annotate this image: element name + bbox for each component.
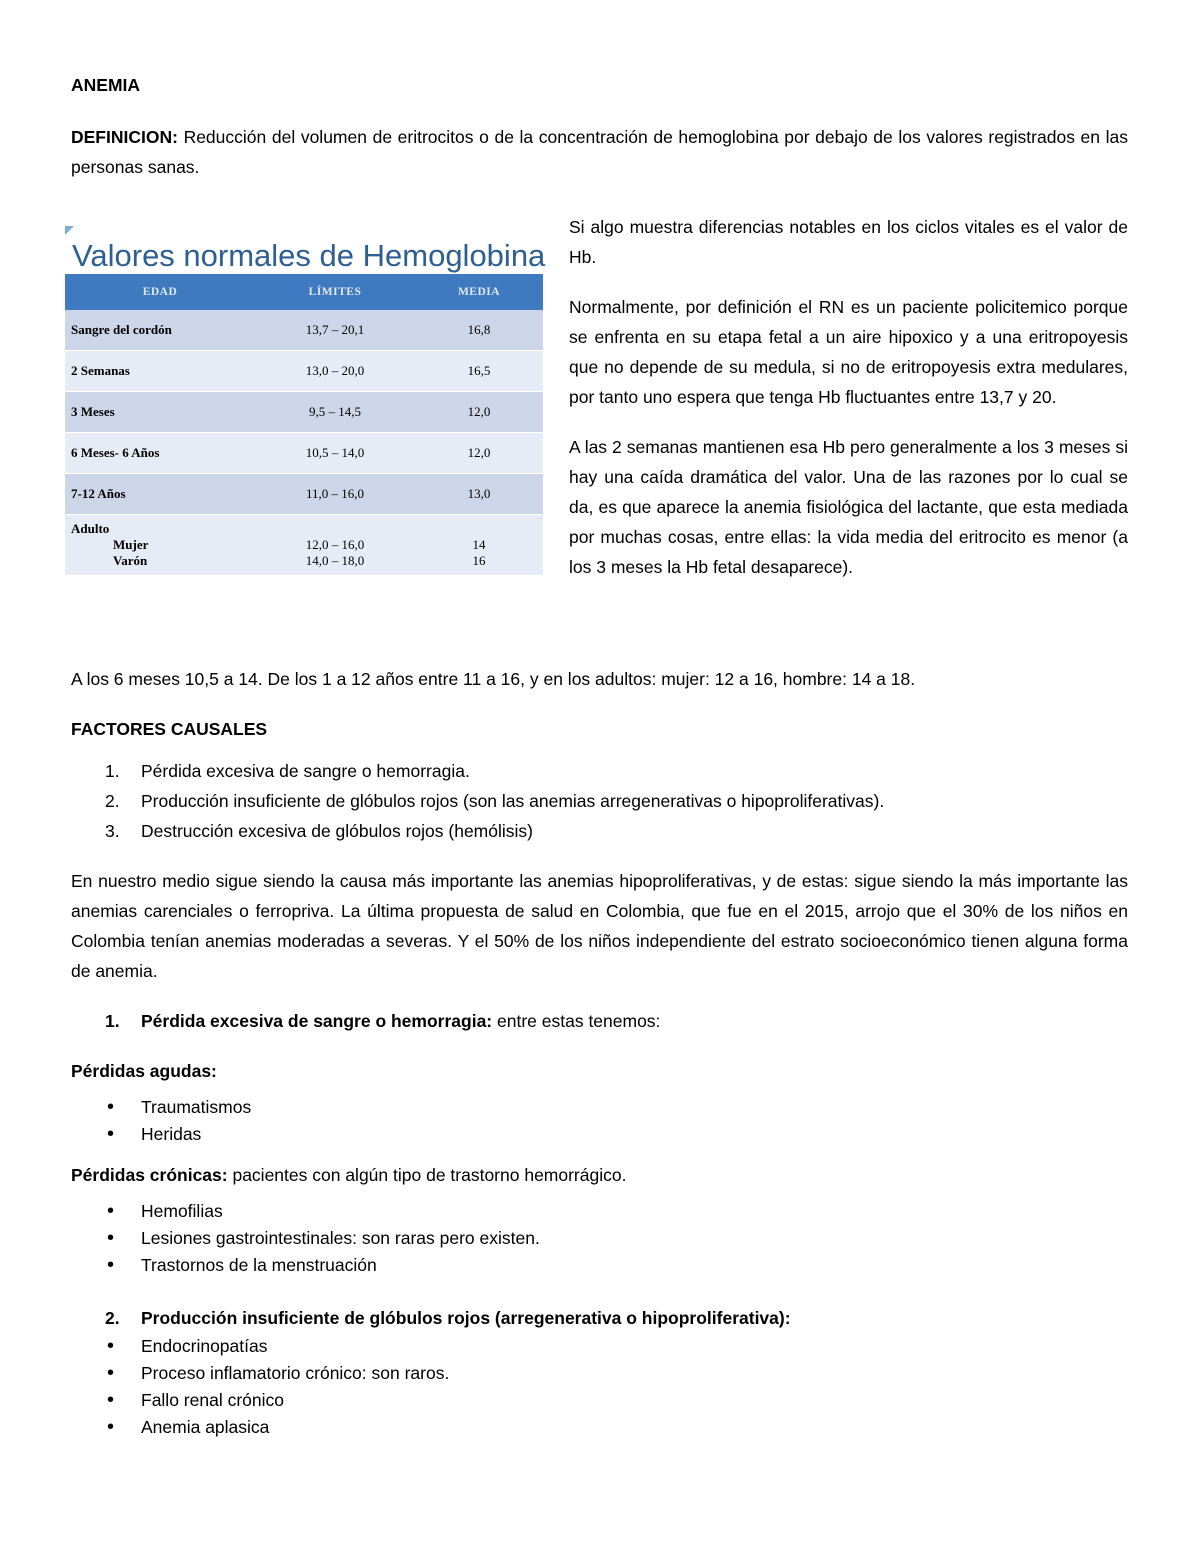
header-media: MEDIA — [415, 274, 543, 310]
cronicas-paragraph — [71, 1160, 1128, 1190]
header-edad: EDAD — [65, 274, 255, 310]
row-mean: 16,5 — [415, 351, 543, 392]
table-row — [65, 310, 543, 351]
list-item: • Traumatismos — [141, 1094, 1128, 1121]
section1-rest: entre estas tenemos: — [492, 1011, 661, 1031]
list-item — [71, 756, 1128, 786]
row-age: 3 Meses — [65, 392, 255, 433]
row-limits: 13,7 – 20,1 — [255, 310, 415, 351]
section1-number: 1. — [105, 1011, 120, 1031]
definition-text: Reducción del volumen de eritrocitos o de la concentración de hemoglobina por debajo de los valores registrados en las personas sanas. — [71, 127, 1128, 177]
list-number: 2. — [105, 791, 120, 811]
cronicas-label: Pérdidas crónicas: — [71, 1165, 228, 1185]
factores-list — [71, 756, 1128, 846]
section1-title: Pérdida excesiva de sangre o hemorragia: — [141, 1011, 493, 1031]
table-row — [65, 351, 543, 392]
list-item — [71, 816, 1128, 846]
list-number: 3. — [105, 821, 120, 841]
adult-label: Adulto — [71, 521, 110, 536]
agudas-label: Pérdidas agudas: — [71, 1061, 217, 1081]
values-line: A los 6 meses 10,5 a 14. De los 1 a 12 años entre 11 a 16, y en los adultos: mujer: 12 a 16, hombre: 14 a 18. — [71, 669, 916, 689]
row-limits: 13,0 – 20,0 — [255, 351, 415, 392]
section2-list — [71, 1333, 1128, 1441]
list-item-text: Destrucción excesiva de glóbulos rojos (hemólisis) — [141, 821, 533, 841]
adult-limits-cell — [255, 515, 415, 576]
adult-female-limits: 12,0 – 16,0 — [305, 537, 365, 552]
table-row-adult — [65, 515, 543, 576]
header-limites: LÍMITES — [255, 274, 415, 310]
document-title: ANEMIA — [71, 75, 141, 95]
hemoglobin-figure — [65, 224, 555, 644]
row-limits: 9,5 – 14,5 — [255, 392, 415, 433]
list-number: 1. — [105, 761, 120, 781]
list-item-text: Producción insuficiente de glóbulos rojos (son las anemias arregenerativas o hipoproliferativas). — [141, 791, 885, 811]
cronicas-list — [71, 1198, 1128, 1279]
adult-male-label: Varón — [113, 553, 148, 568]
table-header-row — [65, 274, 543, 310]
figure-title: Valores normales de Hemoglobina — [72, 238, 546, 273]
list-item: • Trastornos de la menstruación — [141, 1252, 1128, 1279]
adult-female-label: Mujer — [113, 537, 149, 552]
row-mean: 16,8 — [415, 310, 543, 351]
list-item: • Lesiones gastrointestinales: son raras pero existen. — [141, 1225, 1128, 1252]
section1-heading — [71, 1006, 1128, 1036]
figure-and-text — [71, 212, 1128, 644]
list-item: • Endocrinopatías — [141, 1333, 1128, 1360]
right-paragraph-1: Si algo muestra diferencias notables en los ciclos vitales es el valor de Hb. — [569, 217, 1128, 267]
list-item: • Hemofilias — [141, 1198, 1128, 1225]
cronicas-text: pacientes con algún tipo de trastorno hemorrágico. — [227, 1165, 627, 1185]
adult-mean-cell — [415, 515, 543, 576]
table-row — [65, 392, 543, 433]
factores-heading: FACTORES CAUSALES — [71, 719, 268, 739]
section2-title: Producción insuficiente de glóbulos rojos (arregenerativa o hipoproliferativa): — [141, 1308, 791, 1328]
list-item: • Proceso inflamatorio crónico: son raros. — [141, 1360, 1128, 1387]
agudas-list — [71, 1094, 1128, 1148]
row-mean: 13,0 — [415, 474, 543, 515]
list-item: • Fallo renal crónico — [141, 1387, 1128, 1414]
definition-label: DEFINICION: — [71, 127, 178, 147]
right-paragraph-3: A las 2 semanas mantienen esa Hb pero generalmente a los 3 meses si hay una caída dramática del valor. Una de las razones por lo cual se da, es que aparece la anemia fisiológica del lactante, que esta mediada por muchas cosas, entre ellas: la vida media del eritrocito es menor (a los 3 meses la Hb fetal desaparece). — [569, 437, 1128, 577]
list-item: • Anemia aplasica — [141, 1414, 1128, 1441]
document-page — [71, 70, 1128, 1441]
row-limits: 10,5 – 14,0 — [255, 433, 415, 474]
row-age: Sangre del cordón — [65, 310, 255, 351]
adult-female-mean: 14 — [472, 537, 486, 552]
right-paragraph-2: Normalmente, por definición el RN es un paciente policitemico porque se enfrenta en su etapa fetal a un aire hipoxico y a una eritropoyesis que no depende de su medula, si no de eritropoyesis extra medulares, por tanto uno espera que tenga Hb fluctuantes entre 13,7 y 20. — [569, 297, 1128, 407]
row-mean: 12,0 — [415, 392, 543, 433]
hemoglobin-table — [65, 274, 543, 576]
adult-age-cell — [65, 515, 255, 576]
list-item — [71, 786, 1128, 816]
table-row — [65, 474, 543, 515]
table-row — [65, 433, 543, 474]
list-item-text: Pérdida excesiva de sangre o hemorragia. — [141, 761, 470, 781]
section2-heading — [71, 1303, 1128, 1333]
row-age: 6 Meses- 6 Años — [65, 433, 255, 474]
adult-male-mean: 16 — [472, 553, 486, 568]
figure-corner-mark — [65, 226, 74, 235]
list-item: • Heridas — [141, 1121, 1128, 1148]
adult-male-limits: 14,0 – 18,0 — [305, 553, 365, 568]
row-mean: 12,0 — [415, 433, 543, 474]
medio-paragraph: En nuestro medio sigue siendo la causa más importante las anemias hipoproliferativas, y de estas: sigue siendo la más importante las anemias carenciales o ferropriva. La última propuesta de salud en Colombia, que fue en el 2015, arrojo que el 30% de los niños en Colombia tenían anemias moderadas a severas. Y el 50% de los niños independiente del estrato socioeconómico tienen alguna forma de anemia. — [71, 871, 1128, 981]
section2-number: 2. — [105, 1308, 120, 1328]
row-age: 7-12 Años — [65, 474, 255, 515]
definition-paragraph — [71, 122, 1128, 182]
row-limits: 11,0 – 16,0 — [255, 474, 415, 515]
row-age: 2 Semanas — [65, 351, 255, 392]
